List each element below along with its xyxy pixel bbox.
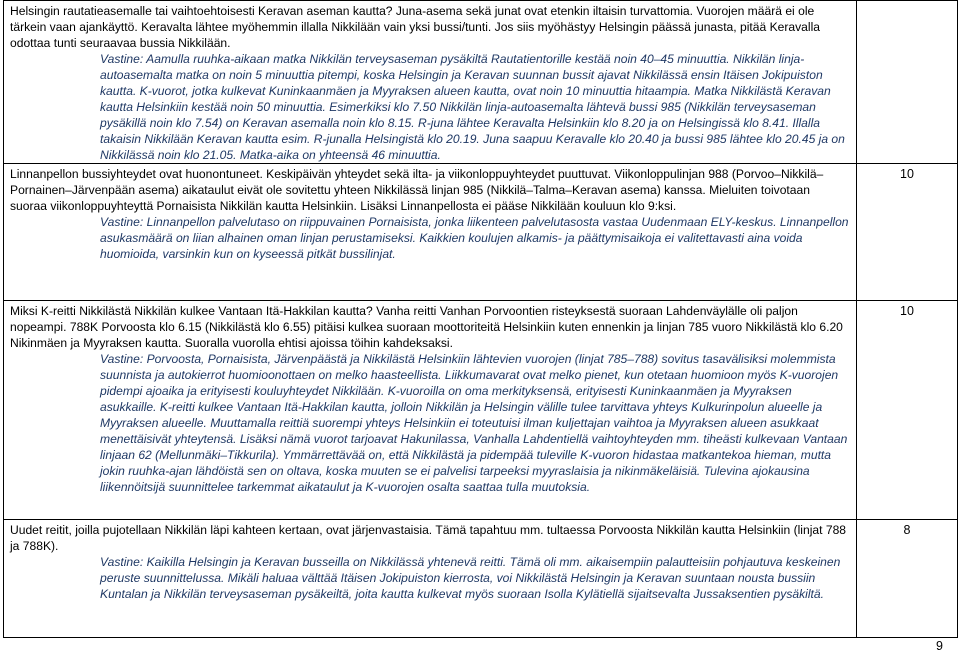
feedback-question: Helsingin rautatieasemalle tai vaihtoehtoisesti Keravan aseman kautta? Juna-asema sekä junat ovat etenkin iltaisin turvattomia. Vuorojen määrä ei ole tärkein vaan ajankäyttö. Keravalta lähtee myöhemmin illalla Nikkilään vain yksi bussi/tunti. Jos siis myöhästyy Helsingin päässä junasta, pitää Keravalla odottaa tunti seuraavaa bussia Nikkilään. (10, 4, 821, 50)
feedback-response: Vastine: Kaikilla Helsingin ja Keravan busseilla on Nikkilässä yhtenevä reitti. Tämä oli mm. aikaisempiin palautteisiin pohjautuva keskeinen peruste suunnittelussa. Mikäli haluaa välttää Itäisen Jokipuiston kierrosta, voi Nikkilästä Helsingin ja Keravan suuntaan nousta bussiin Kuntalan ja Nikkilän terveysaseman pysäkeiltä, joita kautta kulkevat myös suoraan Isolla Kylätiellä sijaitsevalta Jussaksentien pysäkiltä. (100, 555, 841, 601)
score-cell: 10 (857, 164, 958, 301)
feedback-question: Linnanpellon bussiyhteydet ovat huonontuneet. Keskipäivän yhteydet sekä ilta- ja viikonloppuyhteydet puuttuvat. Viikonloppulinjan 988 (Porvoo–Nikkilä–Pornainen–Järvenpään asema) aikataulut eivät ole sovitettu yhteen Nikkilässä linjan 985 (Nikkilä–Talma–Keravan asema) kanssa. Mieluiten toivotaan suoraa viikonloppuyhteyttä Pornaisista Nikkilän kautta Helsinkiin. Lisäksi Linnanpellosta ei pääse Nikkilään kouluun klo 9:ksi. (10, 167, 824, 213)
table-row (4, 164, 958, 301)
feedback-question: Uudet reitit, joilla pujotellaan Nikkilän läpi kahteen kertaan, ovat järjenvastaisia. Tämä tapahtuu mm. tultaessa Porvoosta Nikkilän kautta Helsinkiin (linjat 788 ja 788K). (10, 523, 847, 553)
score-cell: 10 (857, 301, 958, 520)
table-row (4, 1, 958, 164)
table-row (4, 520, 958, 638)
feedback-table (3, 0, 958, 638)
table-row (4, 301, 958, 520)
feedback-cell (4, 520, 857, 638)
feedback-response: Vastine: Aamulla ruuhka-aikaan matka Nikkilän terveysaseman pysäkiltä Rautatientorille kestää noin 40–45 minuuttia. Nikkilän linja-autoasemalta matka on noin 5 minuuttia pitempi, koska Helsingin ja Keravan suunnan bussit ajavat Nikkilässä ensin Itäisen Jokipuiston kautta. K-vuorot, jotka kulkevat Kuninkaanmäen ja Myyraksen alueen kautta, ovat noin 10 minuuttia hitaampia. Matka Nikkilästä Keravan kautta Helsinkiin kestää noin 50 minuuttia. Esimerkiksi klo 7.50 Nikkilän linja-autoasemalta lähtevä bussi 985 (Nikkilän terveysaseman pysäkillä noin klo 7.54) on Keravan asemalla noin klo 8.15. R-juna lähtee Keravalta Helsinkiin klo 8.20 ja on Helsingissä klo 8.41. Illalla takaisin Nikkilään Keravan kautta esim. R-junalla Helsingistä klo 20.19. Juna saapuu Keravalle klo 20.40 ja bussi 985 lähtee klo 20.45 ja on Nikkilässä noin klo 21.05. Matka-aika on yhteensä 46 minuuttia. (100, 52, 845, 162)
feedback-cell (4, 164, 857, 301)
feedback-question: Miksi K-reitti Nikkilästä Nikkilän kulkee Vantaan Itä-Hakkilan kautta? Vanha reitti Vanhan Porvoontien risteyksestä suoraan Lahdenväylälle oli paljon nopeampi. 788K Porvoosta klo 6.15 (Nikkilästä klo 6.55) pitäisi kulkea suoraan moottoriteitä Helsinkiin kuten ennenkin ja linjan 785 vuoro Nikkilästä klo 6.20 Nikinmäen ja Myyraksen kautta. Suoralla vuorolla ehtisi ajoissa töihin kahdeksaksi. (10, 304, 843, 350)
score-cell: 8 (857, 520, 958, 638)
feedback-cell (4, 1, 857, 164)
feedback-response: Vastine: Porvoosta, Pornaisista, Järvenpäästä ja Nikkilästä Helsinkiin lähtevien vuorojen (linjat 785–788) sovitus tasavälisiksi molemmista suunnista ja autokierrot huomioonottaen on melko haasteellista. Liikkumavarat ovat melko pienet, kun otetaan huomioon myös K-vuorojen pidempi ajoaika ja erityisesti kouluyhteydet Nikkilään. K-vuoroilla on oma merkityksensä, erityisesti Kuninkaanmäen ja Myyraksen asukkaille. K-reitti kulkee Vantaan Itä-Hakkilan kautta, jolloin Nikkilän ja Helsingin välille tulee tarvittava yhteys Kulkurinpolun alueelle ja Myyraksen alueelle. Muuttamalla reittiä suorempi yhteys Helsinkiin ei toteutuisi ilman kuljettajan vaihtoa ja Myyraksen alueen asukkaat menettäisivät yhteytensä. Lisäksi nämä vuorot tarjoavat Hakunilassa, Vanhalla Lahdentiellä vaihtoyhteyden mm. tiheästi kulkevaan Vantaan linjaan 62 (Mellunmäki–Tikkurila). Ymmärrettävää on, että Nikkilästä ja pidempää tuleville K-vuoron hidastaa matkantekoa hieman, mutta jokin ruuhka-ajan lähdöistä sen on oltava, koska muuten se ei palvelisi tarpeeksi myyraslaisia ja nikinmäkeläisiä. Tulevina ajokausina liikennöitsijä suunnittelee tarkemmat aikataulut ja K-vuorojen osalta saattaa tulla muutoksia. (100, 352, 848, 494)
feedback-response: Vastine: Linnanpellon palvelutaso on riippuvainen Pornaisista, jonka liikenteen palvelutasosta vastaa Uudenmaan ELY-keskus. Linnanpellon asukasmäärä on liian alhainen oman linjan perustamiseksi. Kaikkien koulujen alkamis- ja päättymisaikoja ei valitettavasti aina voida huomioida, varsinkin kun on kyseessä pitkät bussilinjat. (100, 215, 849, 261)
feedback-cell (4, 301, 857, 520)
page-number: 9 (936, 639, 943, 653)
score-cell (857, 1, 958, 164)
